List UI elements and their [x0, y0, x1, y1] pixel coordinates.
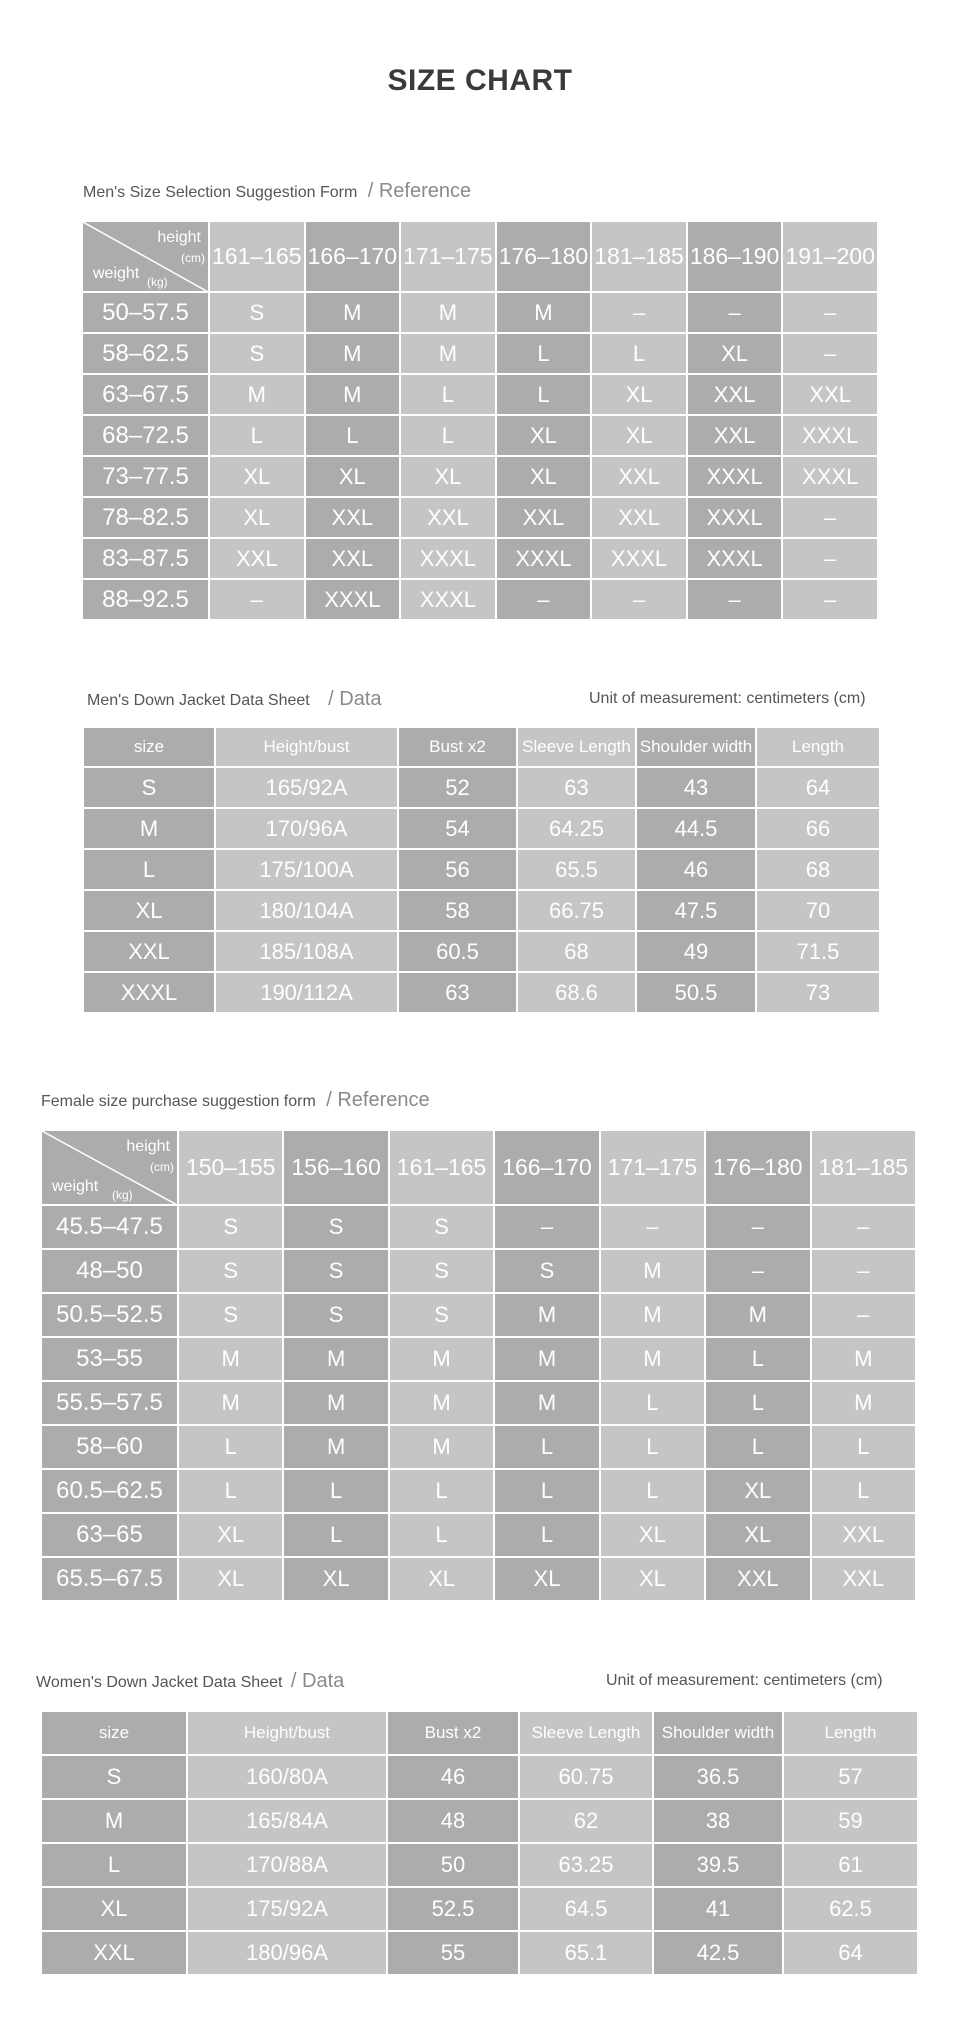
table-row	[41, 1425, 916, 1469]
size-cell: XXXL	[83, 972, 215, 1013]
column-header: 171–175	[400, 221, 496, 292]
table-cell: 49	[636, 931, 756, 972]
table-row	[82, 333, 878, 374]
table-cell: L	[400, 374, 496, 415]
table-cell: M	[178, 1381, 283, 1425]
table-cell: M	[600, 1293, 705, 1337]
table-cell: 63	[517, 767, 636, 808]
table-cell: XXXL	[687, 497, 783, 538]
table-cell: XL	[705, 1469, 810, 1513]
corner-weight-unit: (kg)	[112, 1188, 133, 1202]
column-header: size	[41, 1711, 187, 1755]
table-cell: –	[687, 292, 783, 333]
table-cell: 165/92A	[215, 767, 398, 808]
table-row	[41, 1249, 916, 1293]
table-row	[41, 1293, 916, 1337]
table-cell: 57	[783, 1755, 918, 1799]
table-cell: M	[811, 1381, 916, 1425]
table-cell: 47.5	[636, 890, 756, 931]
table-cell: XL	[389, 1557, 494, 1601]
table-cell: L	[600, 1469, 705, 1513]
table-cell: 68	[756, 849, 880, 890]
table-cell: 60.5	[398, 931, 517, 972]
row-label: 73–77.5	[82, 456, 209, 497]
corner-height-unit: (cm)	[150, 1160, 174, 1174]
table-cell: M	[600, 1337, 705, 1381]
table-cell: M	[389, 1337, 494, 1381]
size-cell: L	[83, 849, 215, 890]
table-cell: –	[687, 579, 783, 620]
table-cell: 56	[398, 849, 517, 890]
table-cell: 65.5	[517, 849, 636, 890]
row-label: 48–50	[41, 1249, 178, 1293]
table-row	[41, 1337, 916, 1381]
table-cell: 63	[398, 972, 517, 1013]
table-cell: M	[494, 1293, 599, 1337]
table-cell: 160/80A	[187, 1755, 387, 1799]
row-label: 58–60	[41, 1425, 178, 1469]
table-cell: S	[178, 1293, 283, 1337]
table-cell: XXL	[496, 497, 592, 538]
table-cell: M	[305, 292, 401, 333]
table-cell: L	[811, 1469, 916, 1513]
row-label: 58–62.5	[82, 333, 209, 374]
table-cell: M	[283, 1381, 388, 1425]
size-cell: XL	[41, 1887, 187, 1931]
table-cell: XL	[305, 456, 401, 497]
size-cell: XL	[83, 890, 215, 931]
size-cell: S	[83, 767, 215, 808]
table-cell: 68.6	[517, 972, 636, 1013]
table-cell: M	[283, 1425, 388, 1469]
table-row	[41, 1799, 918, 1843]
table-cell: XXXL	[687, 456, 783, 497]
table-cell: 170/88A	[187, 1843, 387, 1887]
table-cell: XXXL	[782, 415, 878, 456]
column-header: 161–165	[389, 1130, 494, 1205]
table-row	[82, 538, 878, 579]
table-cell: 39.5	[653, 1843, 783, 1887]
table-cell: XL	[400, 456, 496, 497]
table-cell: L	[494, 1469, 599, 1513]
mens-unit-note: Unit of measurement: centimeters (cm)	[589, 690, 866, 707]
female-size-form-subtitle: / Reference	[326, 1089, 430, 1111]
column-header: 166–170	[494, 1130, 599, 1205]
table-cell: XL	[600, 1513, 705, 1557]
table-cell: –	[209, 579, 305, 620]
row-label: 68–72.5	[82, 415, 209, 456]
table-row	[41, 1931, 918, 1975]
table-cell: XL	[705, 1513, 810, 1557]
mens-size-form-title: Men's Size Selection Suggestion Form	[83, 184, 358, 201]
table-row	[41, 1557, 916, 1601]
column-header: Shoulder width	[653, 1711, 783, 1755]
table-cell: 58	[398, 890, 517, 931]
table-cell: XXXL	[782, 456, 878, 497]
table-cell: XXL	[811, 1513, 916, 1557]
row-label: 55.5–57.5	[41, 1381, 178, 1425]
table-cell: M	[389, 1425, 494, 1469]
table-cell: M	[600, 1249, 705, 1293]
table-cell: M	[400, 292, 496, 333]
table-cell: L	[811, 1425, 916, 1469]
table-cell: S	[283, 1205, 388, 1249]
table-cell: 175/92A	[187, 1887, 387, 1931]
size-cell: M	[83, 808, 215, 849]
mens-size-form-subtitle: / Reference	[367, 180, 472, 202]
table-cell: S	[178, 1205, 283, 1249]
table-cell: –	[811, 1293, 916, 1337]
table-cell: L	[178, 1425, 283, 1469]
table-cell: L	[209, 415, 305, 456]
table-cell: XXXL	[496, 538, 592, 579]
corner-weight-label: weight	[52, 1178, 99, 1195]
female-size-form-heading	[41, 1089, 430, 1112]
table-cell: L	[494, 1513, 599, 1557]
table-cell: L	[591, 333, 687, 374]
table-cell: XXXL	[400, 538, 496, 579]
table-cell: 50	[387, 1843, 519, 1887]
column-header: Sleeve Length	[517, 727, 636, 767]
table-row	[82, 497, 878, 538]
table-cell: –	[705, 1249, 810, 1293]
table-cell: 60.75	[519, 1755, 653, 1799]
column-header: Bust x2	[398, 727, 517, 767]
table-row	[82, 456, 878, 497]
table-cell: S	[283, 1293, 388, 1337]
table-row	[83, 972, 880, 1013]
table-cell: M	[305, 374, 401, 415]
size-cell: XXL	[83, 931, 215, 972]
column-header: 150–155	[178, 1130, 283, 1205]
table-cell: M	[496, 292, 592, 333]
table-corner-cell	[41, 1130, 178, 1205]
table-cell: XXL	[591, 456, 687, 497]
column-header: 181–185	[811, 1130, 916, 1205]
mens-data-sheet-title: Men's Down Jacket Data Sheet	[87, 692, 310, 709]
table-row	[82, 374, 878, 415]
table-cell: XXXL	[687, 538, 783, 579]
table-header-row	[83, 727, 880, 767]
table-cell: 71.5	[756, 931, 880, 972]
table-cell: L	[305, 415, 401, 456]
table-cell: XXXL	[591, 538, 687, 579]
table-cell: 175/100A	[215, 849, 398, 890]
table-cell: 62.5	[783, 1887, 918, 1931]
table-header-row	[41, 1711, 918, 1755]
table-cell: 64	[756, 767, 880, 808]
table-cell: 70	[756, 890, 880, 931]
table-cell: S	[389, 1205, 494, 1249]
column-header: 186–190	[687, 221, 783, 292]
mens-size-table	[81, 220, 879, 621]
table-cell: –	[782, 292, 878, 333]
table-cell: 50.5	[636, 972, 756, 1013]
row-label: 83–87.5	[82, 538, 209, 579]
table-cell: L	[283, 1513, 388, 1557]
page-title: SIZE CHART	[387, 64, 573, 97]
column-header: Bust x2	[387, 1711, 519, 1755]
table-cell: 55	[387, 1931, 519, 1975]
table-cell: L	[705, 1381, 810, 1425]
mens-data-sheet-heading	[87, 688, 382, 711]
table-cell: XL	[209, 456, 305, 497]
mens-data-sheet-subtitle: / Data	[328, 688, 382, 710]
table-cell: L	[600, 1381, 705, 1425]
table-cell: S	[178, 1249, 283, 1293]
table-cell: XL	[178, 1557, 283, 1601]
table-cell: 52.5	[387, 1887, 519, 1931]
table-cell: 66	[756, 808, 880, 849]
table-cell: S	[209, 292, 305, 333]
table-cell: XL	[600, 1557, 705, 1601]
table-cell: XXL	[591, 497, 687, 538]
table-cell: M	[705, 1293, 810, 1337]
column-header: 166–170	[305, 221, 401, 292]
table-cell: L	[705, 1425, 810, 1469]
table-row	[41, 1755, 918, 1799]
row-label: 63–67.5	[82, 374, 209, 415]
table-cell: XXL	[305, 538, 401, 579]
table-cell: L	[705, 1337, 810, 1381]
table-cell: –	[782, 579, 878, 620]
table-cell: XL	[687, 333, 783, 374]
table-cell: XXL	[687, 415, 783, 456]
table-cell: 62	[519, 1799, 653, 1843]
table-cell: 180/96A	[187, 1931, 387, 1975]
table-header-row	[41, 1130, 916, 1205]
size-cell: XXL	[41, 1931, 187, 1975]
table-cell: S	[283, 1249, 388, 1293]
table-row	[83, 849, 880, 890]
table-cell: L	[496, 333, 592, 374]
table-cell: S	[494, 1249, 599, 1293]
mens-size-form-heading	[83, 180, 471, 203]
table-cell: L	[600, 1425, 705, 1469]
female-size-form-title: Female size purchase suggestion form	[41, 1093, 316, 1110]
table-corner-cell	[82, 221, 209, 292]
table-cell: –	[591, 579, 687, 620]
table-row	[82, 415, 878, 456]
table-cell: L	[389, 1469, 494, 1513]
table-cell: M	[305, 333, 401, 374]
table-cell: XXXL	[305, 579, 401, 620]
table-cell: 52	[398, 767, 517, 808]
table-cell: XL	[209, 497, 305, 538]
table-cell: 46	[387, 1755, 519, 1799]
table-cell: M	[209, 374, 305, 415]
table-row	[83, 931, 880, 972]
table-header-row	[82, 221, 878, 292]
size-cell: L	[41, 1843, 187, 1887]
female-size-table	[40, 1129, 917, 1602]
column-header: size	[83, 727, 215, 767]
table-cell: –	[811, 1205, 916, 1249]
table-cell: XXL	[305, 497, 401, 538]
table-cell: –	[782, 497, 878, 538]
table-cell: M	[494, 1337, 599, 1381]
table-cell: XL	[591, 374, 687, 415]
table-cell: S	[209, 333, 305, 374]
table-cell: –	[494, 1205, 599, 1249]
row-label: 50–57.5	[82, 292, 209, 333]
table-row	[41, 1205, 916, 1249]
table-row	[82, 579, 878, 620]
row-label: 65.5–67.5	[41, 1557, 178, 1601]
table-cell: XXL	[705, 1557, 810, 1601]
table-cell: XXL	[782, 374, 878, 415]
column-header: Length	[783, 1711, 918, 1755]
table-cell: 38	[653, 1799, 783, 1843]
table-cell: 41	[653, 1887, 783, 1931]
table-cell: S	[389, 1249, 494, 1293]
column-header: Height/bust	[215, 727, 398, 767]
table-cell: –	[705, 1205, 810, 1249]
table-cell: L	[389, 1513, 494, 1557]
row-label: 60.5–62.5	[41, 1469, 178, 1513]
row-label: 50.5–52.5	[41, 1293, 178, 1337]
table-cell: 42.5	[653, 1931, 783, 1975]
table-cell: –	[496, 579, 592, 620]
table-row	[41, 1887, 918, 1931]
table-cell: L	[400, 415, 496, 456]
row-label: 63–65	[41, 1513, 178, 1557]
column-header: Shoulder width	[636, 727, 756, 767]
table-cell: M	[811, 1337, 916, 1381]
table-cell: S	[389, 1293, 494, 1337]
column-header: Sleeve Length	[519, 1711, 653, 1755]
table-cell: XXL	[811, 1557, 916, 1601]
column-header: 176–180	[496, 221, 592, 292]
table-cell: XL	[496, 415, 592, 456]
table-cell: M	[178, 1337, 283, 1381]
table-cell: XL	[283, 1557, 388, 1601]
column-header: 171–175	[600, 1130, 705, 1205]
table-cell: 36.5	[653, 1755, 783, 1799]
table-cell: 63.25	[519, 1843, 653, 1887]
womens-data-sheet-heading	[36, 1670, 344, 1693]
table-cell: M	[389, 1381, 494, 1425]
table-cell: XL	[178, 1513, 283, 1557]
table-cell: L	[178, 1469, 283, 1513]
row-label: 53–55	[41, 1337, 178, 1381]
table-cell: –	[782, 538, 878, 579]
table-cell: –	[600, 1205, 705, 1249]
table-cell: XL	[494, 1557, 599, 1601]
table-cell: 170/96A	[215, 808, 398, 849]
row-label: 78–82.5	[82, 497, 209, 538]
table-cell: 54	[398, 808, 517, 849]
column-header: 191–200	[782, 221, 878, 292]
table-row	[41, 1843, 918, 1887]
column-header: Length	[756, 727, 880, 767]
table-cell: M	[494, 1381, 599, 1425]
corner-height-unit: (cm)	[181, 251, 205, 265]
table-row	[41, 1469, 916, 1513]
table-cell: 190/112A	[215, 972, 398, 1013]
womens-unit-note: Unit of measurement: centimeters (cm)	[606, 1672, 883, 1689]
corner-weight-unit: (kg)	[147, 275, 168, 289]
table-cell: L	[494, 1425, 599, 1469]
table-cell: 64.5	[519, 1887, 653, 1931]
table-cell: 165/84A	[187, 1799, 387, 1843]
table-cell: L	[496, 374, 592, 415]
table-cell: XL	[496, 456, 592, 497]
table-cell: XL	[591, 415, 687, 456]
table-row	[83, 767, 880, 808]
column-header: 181–185	[591, 221, 687, 292]
table-cell: XXL	[400, 497, 496, 538]
mens-data-table	[82, 726, 881, 1014]
column-header: 156–160	[283, 1130, 388, 1205]
corner-height-label: height	[157, 229, 201, 246]
column-header: Height/bust	[187, 1711, 387, 1755]
table-cell: 64	[783, 1931, 918, 1975]
table-cell: 61	[783, 1843, 918, 1887]
table-cell: XXL	[687, 374, 783, 415]
womens-data-sheet-subtitle: / Data	[290, 1670, 345, 1692]
table-cell: –	[591, 292, 687, 333]
table-cell: 65.1	[519, 1931, 653, 1975]
table-cell: 59	[783, 1799, 918, 1843]
row-label: 45.5–47.5	[41, 1205, 178, 1249]
table-cell: 68	[517, 931, 636, 972]
table-cell: 66.75	[517, 890, 636, 931]
womens-data-sheet-title: Women's Down Jacket Data Sheet	[36, 1674, 283, 1691]
size-cell: S	[41, 1755, 187, 1799]
table-cell: 43	[636, 767, 756, 808]
table-row	[82, 292, 878, 333]
table-cell: L	[283, 1469, 388, 1513]
table-row	[41, 1381, 916, 1425]
table-cell: 64.25	[517, 808, 636, 849]
column-header: 176–180	[705, 1130, 810, 1205]
table-cell: 73	[756, 972, 880, 1013]
table-cell: XXL	[209, 538, 305, 579]
corner-height-label: height	[126, 1138, 170, 1155]
table-cell: M	[400, 333, 496, 374]
table-cell: M	[283, 1337, 388, 1381]
table-row	[83, 890, 880, 931]
womens-data-table	[40, 1710, 919, 1976]
table-cell: 180/104A	[215, 890, 398, 931]
table-cell: 44.5	[636, 808, 756, 849]
table-cell: 48	[387, 1799, 519, 1843]
table-cell: –	[811, 1249, 916, 1293]
table-cell: –	[782, 333, 878, 374]
row-label: 88–92.5	[82, 579, 209, 620]
table-row	[41, 1513, 916, 1557]
table-cell: 46	[636, 849, 756, 890]
corner-weight-label: weight	[93, 265, 140, 282]
size-cell: M	[41, 1799, 187, 1843]
table-row	[83, 808, 880, 849]
table-cell: XXXL	[400, 579, 496, 620]
column-header: 161–165	[209, 221, 305, 292]
table-cell: 185/108A	[215, 931, 398, 972]
